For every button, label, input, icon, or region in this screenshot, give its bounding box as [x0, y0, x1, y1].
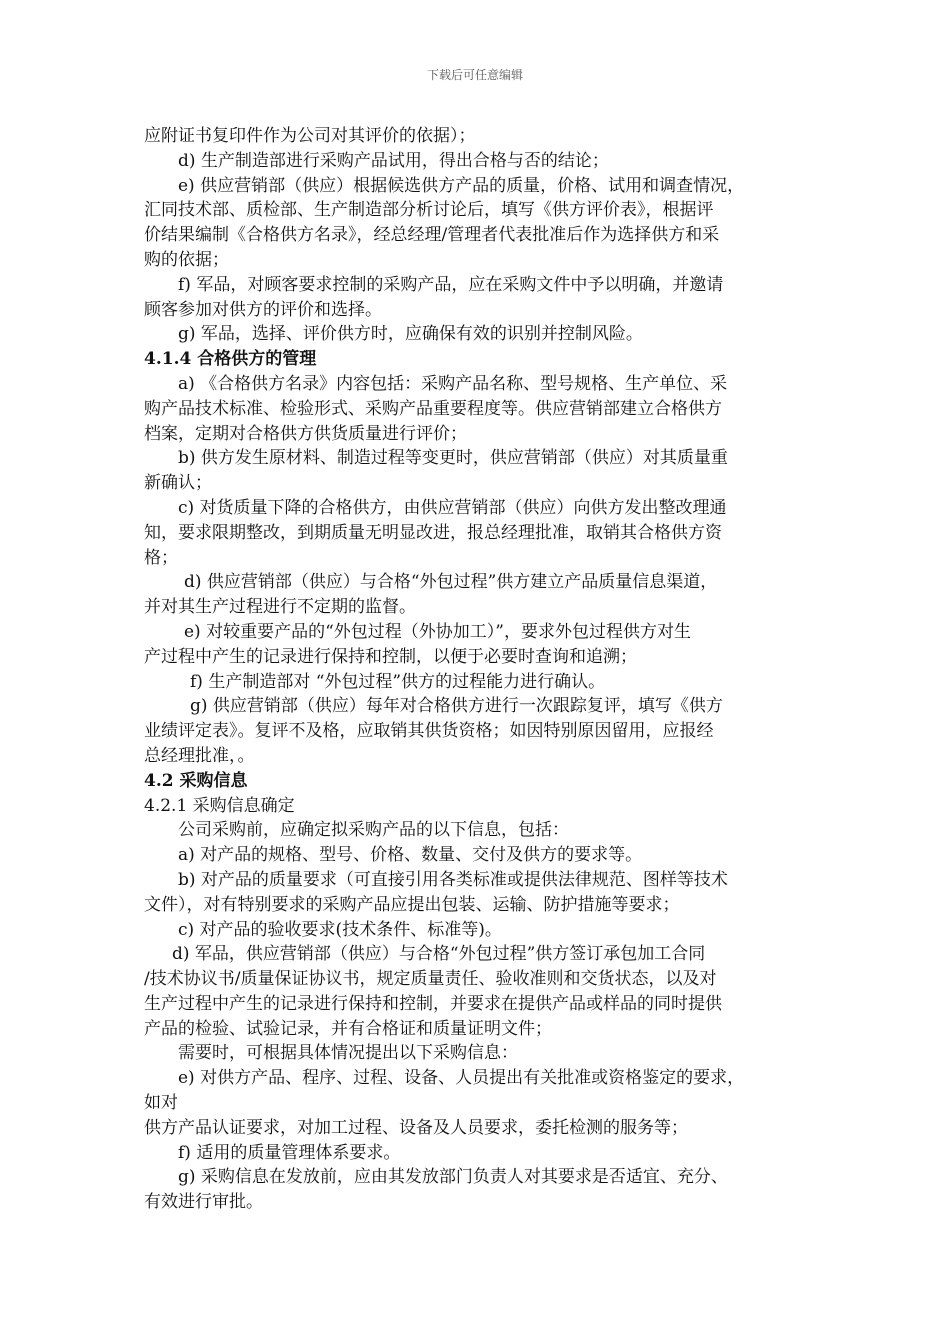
- paragraph-line: f) 适用的质量管理体系要求。: [178, 1142, 401, 1163]
- section-heading: 4.2 采购信息: [144, 770, 248, 791]
- paragraph-line: /技术协议书/质量保证协议书，规定质量责任、验收准则和交货状态，以及对: [144, 969, 717, 990]
- paragraph-line: e) 供应营销部（供应）根据候选供方产品的质量，价格、试用和调查情况，: [178, 175, 745, 196]
- paragraph-line: b) 供方发生原材料、制造过程等变更时，供应营销部（供应）对其质量重: [178, 448, 728, 469]
- paragraph-line: d) 供应营销部（供应）与合格“外包过程”供方建立产品质量信息渠道，: [184, 572, 718, 593]
- paragraph-line: c) 对货质量下降的合格供方，由供应营销部（供应）向供方发出整改理通: [178, 497, 727, 518]
- paragraph-line: 有效进行审批。: [144, 1192, 263, 1213]
- paragraph-line: 购产品技术标准、检验形式、采购产品重要程度等。供应营销部建立合格供方: [144, 398, 722, 419]
- paragraph-line: 并对其生产过程进行不定期的监督。: [144, 597, 416, 618]
- paragraph-line: 总经理批准，。: [144, 745, 255, 766]
- paragraph-line: 知，要求限期整改，到期质量无明显改进，报总经理批准，取销其合格供方资: [144, 522, 722, 543]
- paragraph-line: g) 采购信息在发放前，应由其发放部门负责人对其要求是否适宜、充分、: [178, 1167, 728, 1188]
- paragraph-line: 生产过程中产生的记录进行保持和控制，并要求在提供产品或样品的同时提供: [144, 993, 722, 1014]
- paragraph-line: g) 供应营销部（供应）每年对合格供方进行一次跟踪复评，填写《供方: [190, 696, 723, 717]
- paragraph-line: 需要时，可根据具体情况提出以下采购信息：: [178, 1043, 518, 1064]
- paragraph-line: 新确认；: [144, 473, 212, 494]
- paragraph-line: e) 对供方产品、程序、过程、设备、人员提出有关批准或资格鉴定的要求，: [178, 1068, 745, 1089]
- paragraph-line: a) 对产品的规格、型号、价格、数量、交付及供方的要求等。: [178, 845, 643, 866]
- paragraph-line: 产过程中产生的记录进行保持和控制，以便于必要时查询和追溯；: [144, 646, 637, 667]
- paragraph-line: d) 生产制造部进行采购产品试用，得出合格与否的结论；: [178, 150, 609, 171]
- paragraph-line: 供方产品认证要求，对加工过程、设备及人员要求，委托检测的服务等；: [144, 1117, 688, 1138]
- paragraph-line: a) 《合格供方名录》内容包括：采购产品名称、型号规格、生产单位、采: [178, 373, 728, 394]
- paragraph-line: 格；: [144, 547, 178, 568]
- paragraph-line: b) 对产品的质量要求（可直接引用各类标准或提供法律规范、图样等技术: [178, 869, 728, 890]
- paragraph-line: 公司采购前，应确定拟采购产品的以下信息，包括：: [178, 820, 569, 841]
- paragraph-line: g) 军品，选择、评价供方时，应确保有效的识别并控制风险。: [178, 324, 643, 345]
- paragraph-line: e) 对较重要产品的“外包过程（外协加工）”，要求外包过程供方对生: [184, 621, 691, 642]
- paragraph-line: 档案，定期对合格供方供货质量进行评价；: [144, 423, 467, 444]
- paragraph-line: f) 军品，对顾客要求控制的采购产品，应在采购文件中予以明确，并邀请: [178, 274, 724, 295]
- document-body: [144, 124, 820, 1215]
- paragraph-line: 顾客参加对供方的评价和选择。: [144, 299, 382, 320]
- paragraph-line: 价结果编制《合格供方名录》，经总经理/管理者代表批准后作为选择供方和采: [144, 225, 720, 246]
- paragraph-line: 应附证书复印件作为公司对其评价的依据）；: [144, 126, 476, 146]
- paragraph-line: 业绩评定表》。复评不及格，应取销其供货资格；如因特别原因留用，应报经: [144, 721, 714, 742]
- paragraph-line: 产品的检验、试验记录，并有合格证和质量证明文件；: [144, 1018, 552, 1039]
- paragraph-line: 如对: [144, 1093, 178, 1114]
- paragraph-line: 汇同技术部、质检部、生产制造部分析讨论后，填写《供方评价表》，根据评: [144, 200, 714, 221]
- paragraph-line: 购的依据；: [144, 249, 229, 270]
- page-header: 下载后可任意编辑: [426, 68, 523, 82]
- section-heading: 4.1.4 合格供方的管理: [144, 349, 317, 370]
- paragraph-line: c) 对产品的验收要求(技术条件、标准等)。: [178, 919, 502, 940]
- paragraph-line: d) 军品，供应营销部（供应）与合格“外包过程”供方签订承包加工合同: [172, 944, 706, 965]
- paragraph-line: f) 生产制造部对 “外包过程”供方的过程能力进行确认。: [190, 671, 606, 692]
- subsection-heading: 4.2.1 采购信息确定: [144, 795, 295, 816]
- paragraph-line: 文件），对有特别要求的采购产品应提出包装、运输、防护措施等要求；: [144, 894, 680, 915]
